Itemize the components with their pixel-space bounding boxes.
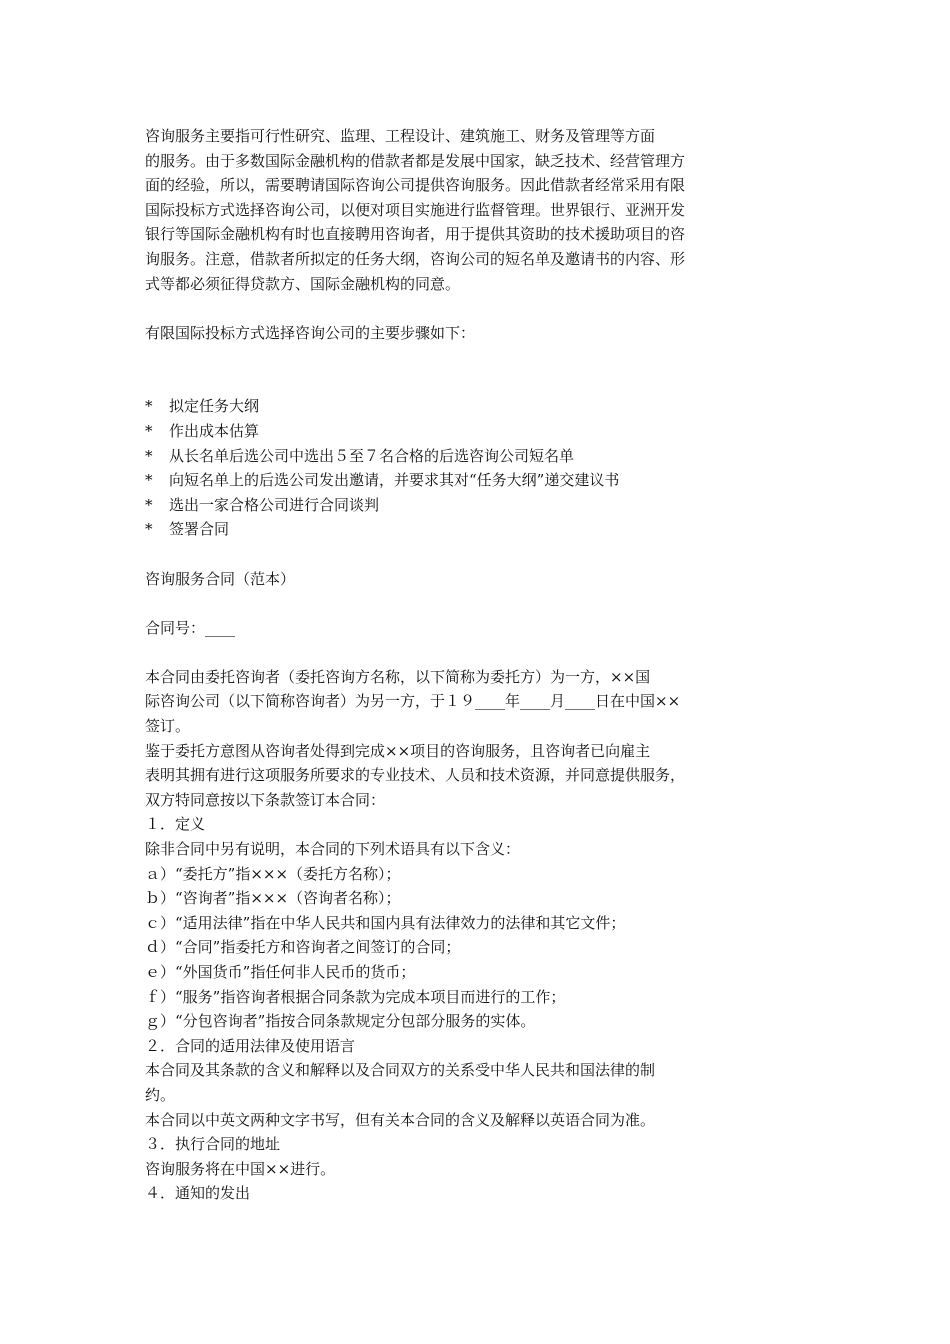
section-heading: １．定义	[145, 815, 206, 834]
bullet-asterisk: *	[145, 520, 153, 539]
definition-item: ｆ）“服务”指咨询者根据合同条款为完成本项目而进行的工作；	[145, 987, 566, 1006]
body-line: 际咨询公司（以下简称咨询者）为另一方，于１９____年____月____日在中国××	[145, 692, 681, 711]
section-heading: ３．执行合同的地址	[145, 1135, 281, 1154]
bullet-asterisk: *	[145, 495, 153, 514]
intro-line: 式等都必须征得贷款方、国际金融机构的同意。	[145, 274, 461, 293]
definition-item: ｃ）“适用法律”指在中华人民共和国内具有法律效力的法律和其它文件；	[145, 913, 626, 932]
section-heading: ２．合同的适用法律及使用语言	[145, 1036, 356, 1055]
bullet-asterisk: *	[145, 471, 153, 490]
definition-item: ｄ）“合同”指委托方和咨询者之间签订的合同；	[145, 938, 461, 957]
intro-line: 银行等国际金融机构有时也直接聘用咨询者，用于提供其资助的技术援助项目的咨	[145, 225, 686, 244]
body-line: 除非合同中另有说明，本合同的下列术语具有以下含义：	[145, 840, 521, 859]
intro-line: 面的经验，所以，需要聘请国际咨询公司提供咨询服务。因此借款者经常采用有限	[145, 176, 686, 195]
body-line: 咨询服务将在中国××进行。	[145, 1159, 336, 1178]
list-item: * 从长名单后选公司中选出５至７名合格的后选咨询公司短名单	[145, 444, 765, 469]
body-line: 签订。	[145, 717, 191, 736]
steps-list	[145, 394, 765, 542]
list-item: * 签署合同	[145, 517, 765, 542]
body-line: 本合同由委托咨询者（委托咨询方名称，以下简称为委托方）为一方，××国	[145, 667, 651, 686]
definition-item: ｇ）“分包咨询者”指按合同条款规定分包部分服务的实体。	[145, 1012, 536, 1031]
steps-heading: 有限国际投标方式选择咨询公司的主要步骤如下：	[145, 323, 476, 342]
intro-line: 的服务。由于多数国际金融机构的借款者都是发展中国家，缺乏技术、经营管理方	[145, 151, 686, 170]
contract-number: 合同号：____	[145, 618, 236, 637]
definition-item: ｅ）“外国货币”指任何非人民币的货币；	[145, 963, 416, 981]
body-line: 双方特同意按以下条款签订本合同：	[145, 790, 386, 809]
section-heading: ４．通知的发出	[145, 1184, 251, 1203]
body-line: 鉴于委托方意图从咨询者处得到完成××项目的咨询服务，且咨询者已向雇主	[145, 741, 651, 760]
list-item: * 作出成本估算	[145, 419, 765, 444]
body-line: 本合同以中英文两种文字书写，但有关本合同的含义及解释以英语合同为准。	[145, 1110, 656, 1129]
contract-body	[145, 665, 765, 1206]
contract-title: 咨询服务合同（范本）	[145, 569, 296, 588]
list-item: * 拟定任务大纲	[145, 394, 765, 419]
body-line: 约。	[145, 1085, 176, 1104]
definition-item: ｂ）“咨询者”指×××（咨询者名称）；	[145, 889, 401, 908]
document-content	[145, 124, 765, 1206]
intro-line: 咨询服务主要指可行性研究、监理、工程设计、建筑施工、财务及管理等方面	[145, 127, 656, 145]
intro-paragraph	[145, 124, 765, 296]
definition-item: ａ）“委托方”指×××（委托方名称）；	[145, 864, 401, 883]
intro-line: 询服务。注意，借款者所拟定的任务大纲，咨询公司的短名单及邀请书的内容、形	[145, 249, 686, 268]
bullet-asterisk: *	[145, 397, 153, 416]
list-item: * 向短名单上的后选公司发出邀请，并要求其对“任务大纲”递交建议书	[145, 468, 765, 493]
body-line: 表明其拥有进行这项服务所要求的专业技术、人员和技术资源，并同意提供服务，	[145, 766, 686, 785]
list-item: * 选出一家合格公司进行合同谈判	[145, 493, 765, 518]
bullet-asterisk: *	[145, 421, 153, 440]
bullet-asterisk: *	[145, 446, 153, 465]
intro-line: 国际投标方式选择咨询公司，以便对项目实施进行监督管理。世界银行、亚洲开发	[145, 200, 686, 219]
body-line: 本合同及其条款的含义和解释以及合同双方的关系受中华人民共和国法律的制	[145, 1061, 656, 1080]
